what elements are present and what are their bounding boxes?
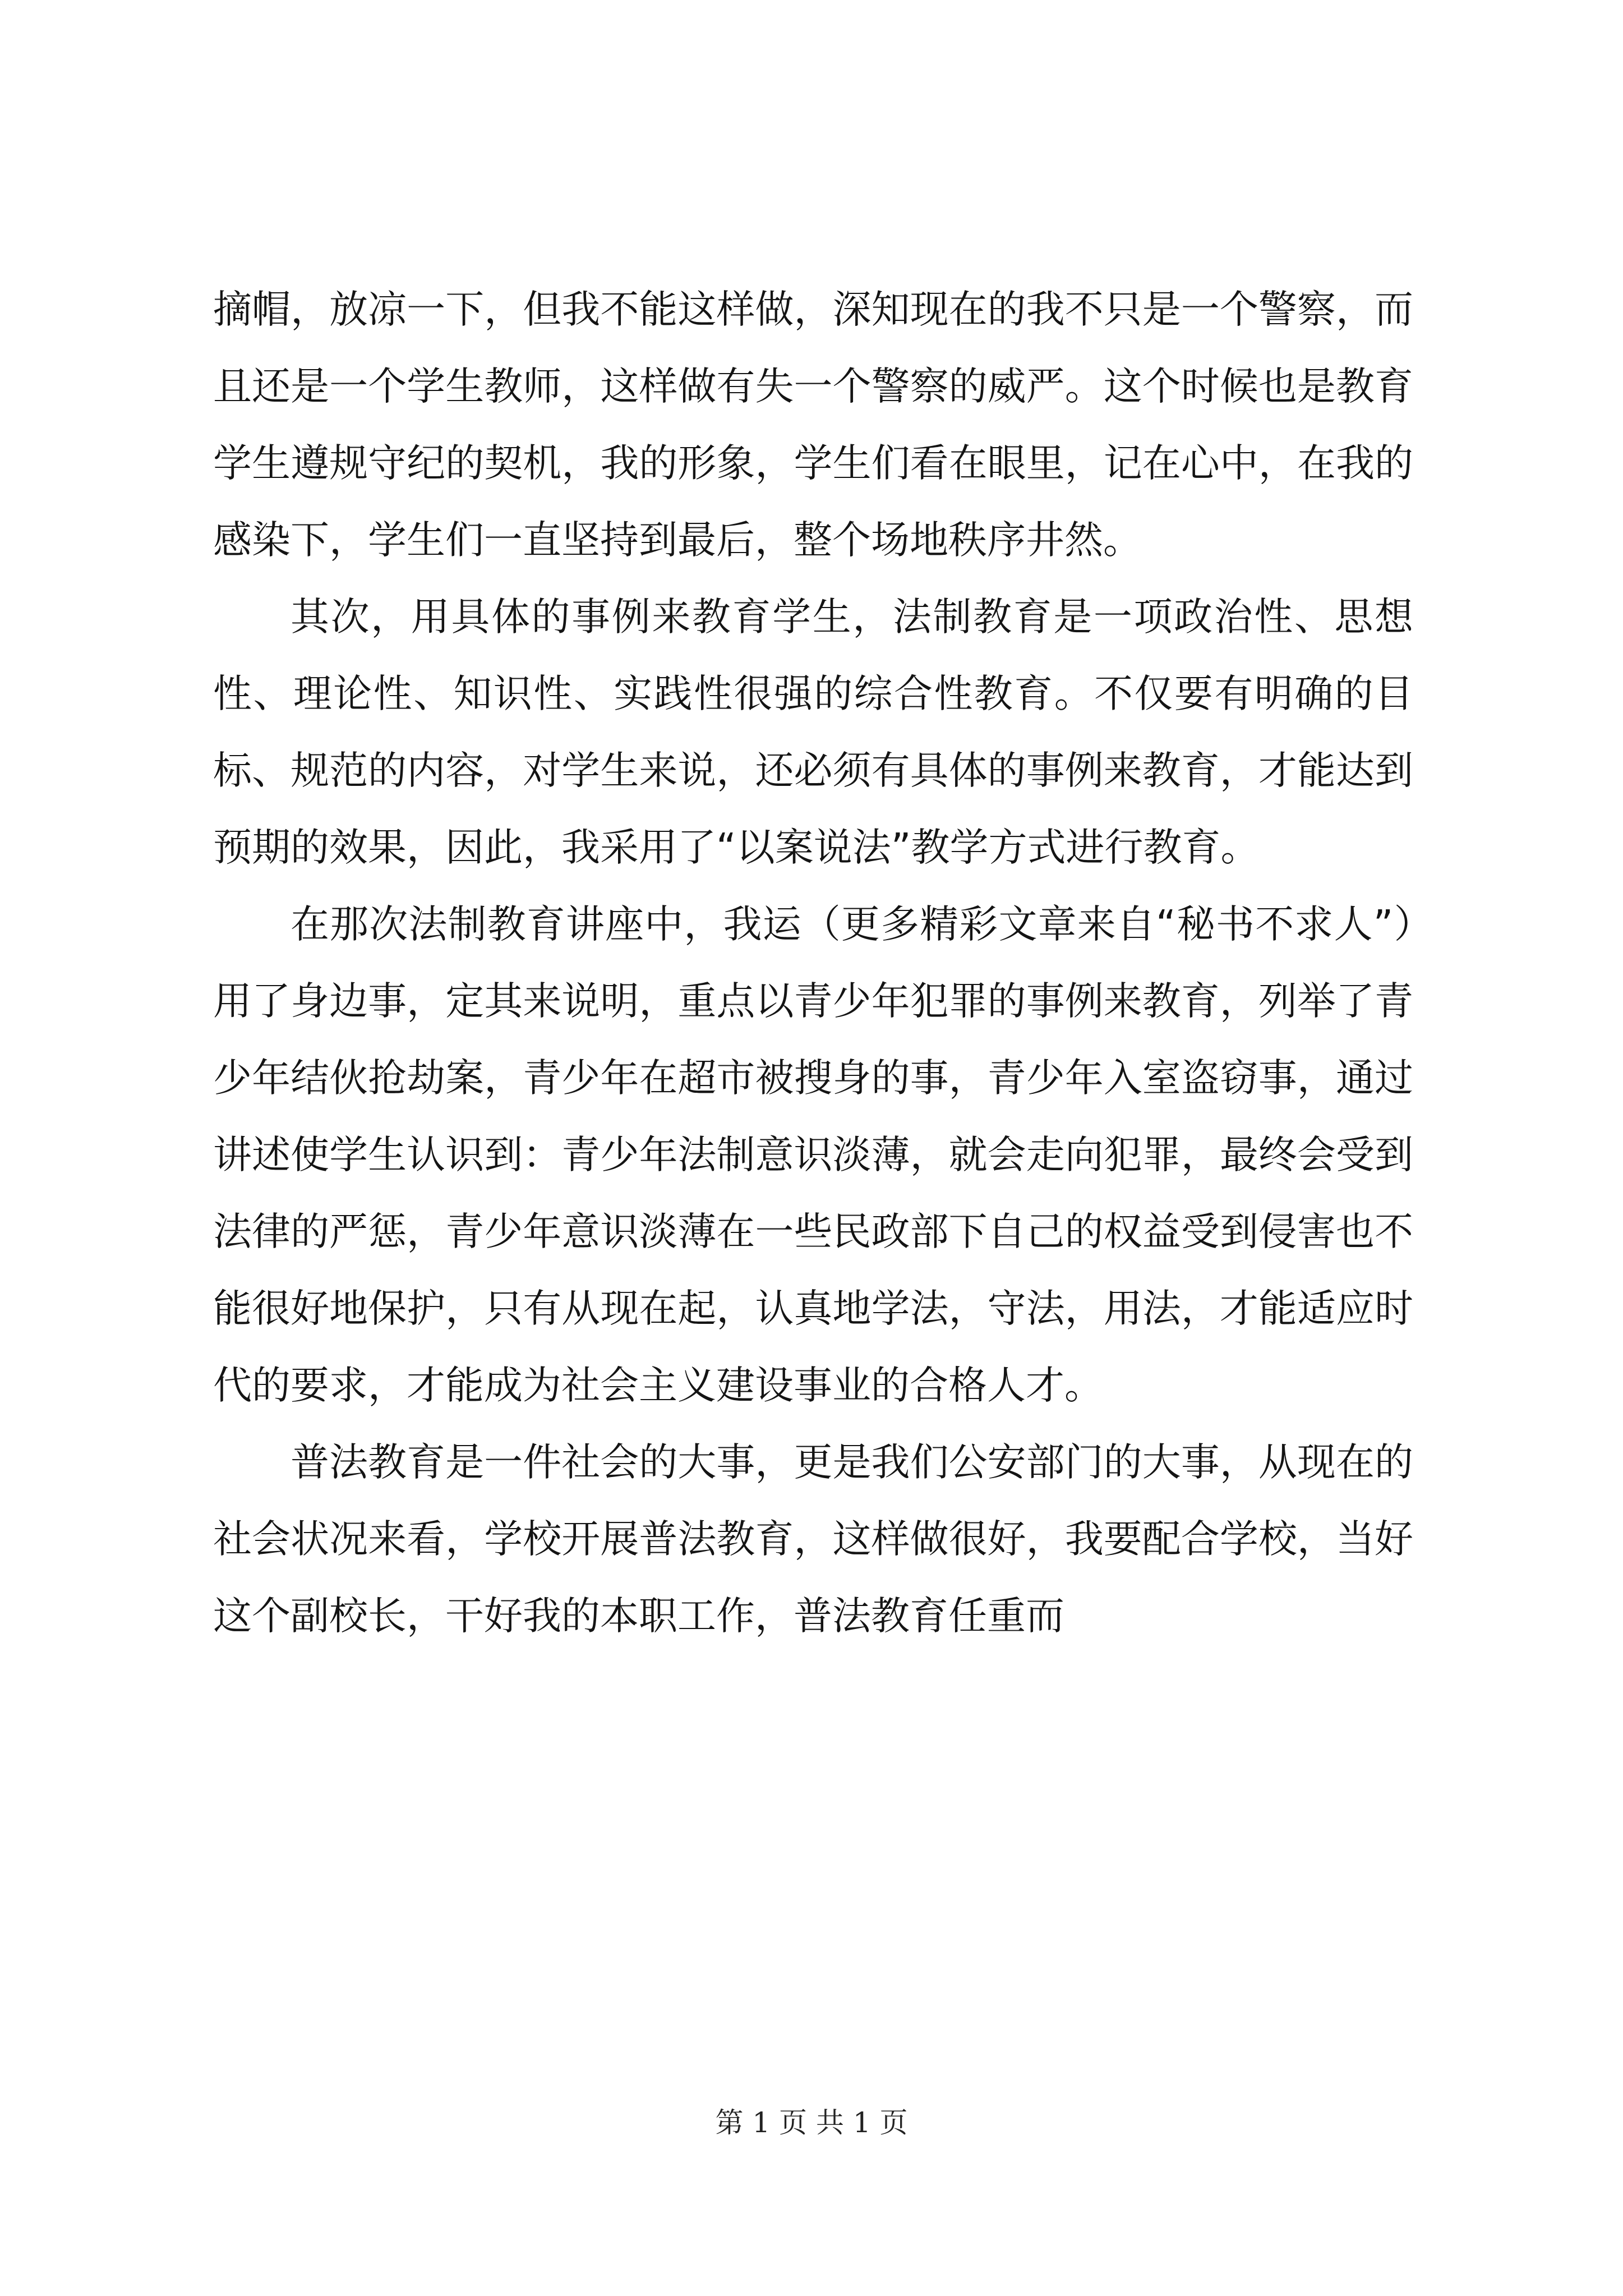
paragraph-continuation: 摘帽，放凉一下，但我不能这样做，深知现在的我不只是一个警察，而且还是一个学生教师，这样做有失一个警察的威严。这个时候也是教育学生遵规守纪的契机，我的形象，学生们看在眼里，记在心中，在我的感染下，学生们一直坚持到最后，整个场地秩序井然。 bbox=[213, 287, 1413, 563]
paragraph-law-popularization: 普法教育是一件社会的大事，更是我们公安部门的大事，从现在的社会状况来看，学校开展普法教育，这样做很好，我要配合学校，当好这个副校长，干好我的本职工作，普法教育任重而 bbox=[213, 1440, 1413, 1639]
paragraph-legal-education-examples: 其次，用具体的事例来教育学生，法制教育是一项政治性、思想性、理论性、知识性、实践性很强的综合性教育。不仅要有明确的目标、规范的内容，对学生来说，还必须有具体的事例来教育，才能达到预期的效果，因此，我采用了“以案说法”教学方式进行教育。 bbox=[213, 595, 1413, 870]
document-body bbox=[213, 272, 1413, 1655]
page-footer: 第 1 页 共 1 页 bbox=[715, 2106, 908, 2139]
paragraph-lecture-cases: 在那次法制教育讲座中，我运（更多精彩文章来自“秘书不求人”）用了身边事，定其来说明，重点以青少年犯罪的事例来教育，列举了青少年结伙抢劫案，青少年在超市被搜身的事，青少年入室盗窃事，通过讲述使学生认识到：青少年法制意识淡薄，就会走向犯罪，最终会受到法律的严惩，青少年意识淡薄在一些民政部下自己的权益受到侵害也不能很好地保护，只有从现在起，认真地学法，守法，用法，才能适应时代的要求，才能成为社会主义建设事业的合格人才。 bbox=[213, 902, 1413, 1408]
